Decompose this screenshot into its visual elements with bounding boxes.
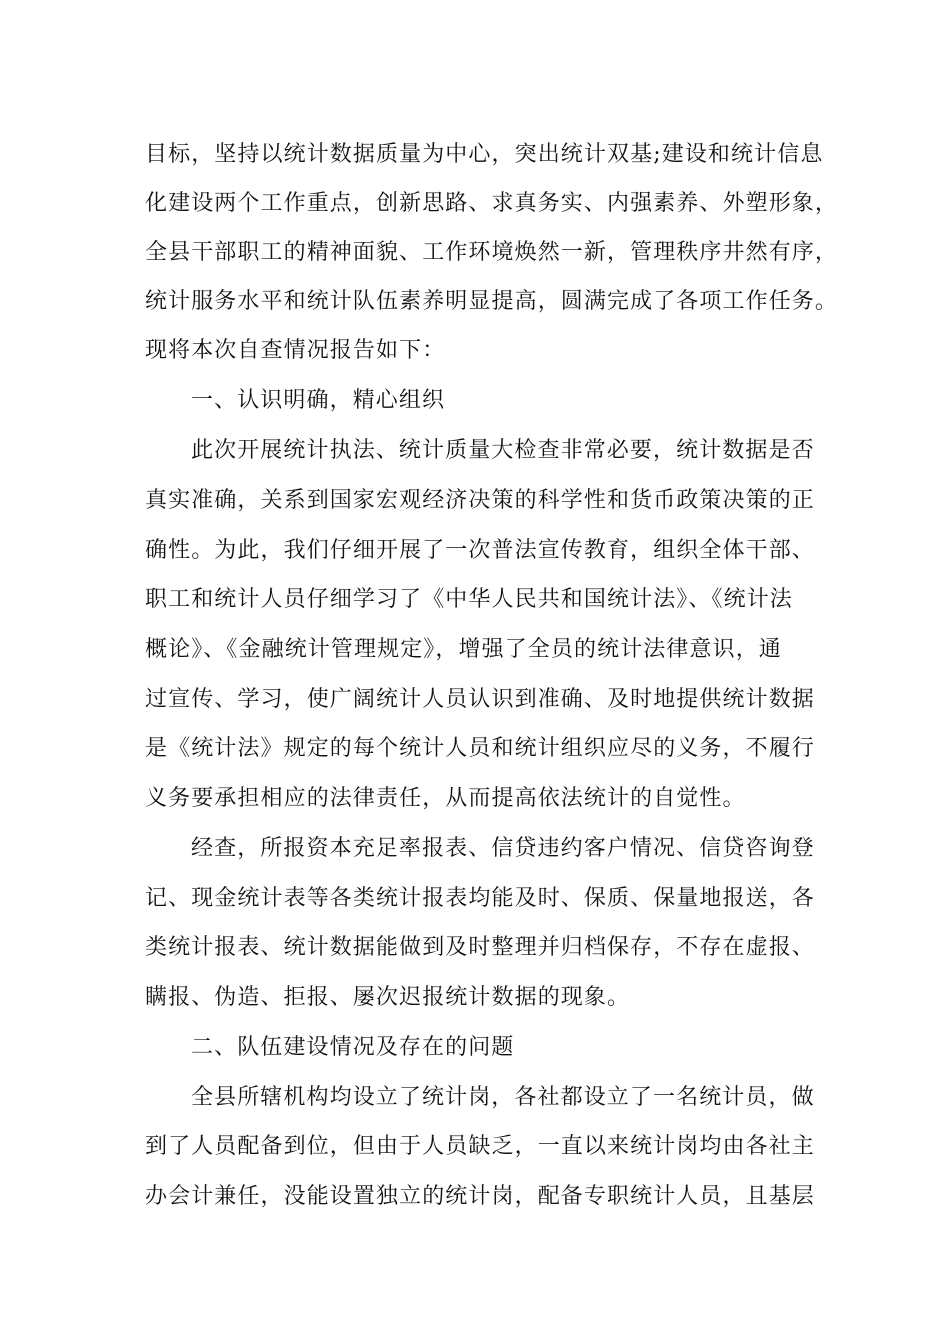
- text-line: 此次开展统计执法、统计质量大检查非常必要，统计数据是否: [191, 438, 815, 463]
- text-line: 办会计兼任，没能设置独立的统计岗，配备专职统计人员，且基层: [145, 1184, 815, 1209]
- section-heading-2: 二、队伍建设情况及存在的问题: [191, 1035, 515, 1060]
- text-line: 职工和统计人员仔细学习了《中华人民共和国统计法》、《统计法: [145, 587, 793, 612]
- text-line: 经查，所报资本充足率报表、信贷违约客户情况、信贷咨询登: [191, 836, 815, 861]
- text-line: 现将本次自查情况报告如下：: [145, 338, 446, 363]
- text-line: 全县干部职工的精神面貌、工作环境焕然一新，管理秩序井然有序，: [145, 240, 839, 265]
- section-heading-1: 一、认识明确，精心组织: [191, 388, 446, 413]
- text-line: 真实准确，关系到国家宏观经济决策的科学性和货币政策决策的正: [145, 488, 815, 513]
- text-line: 瞒报、伪造、拒报、屡次迟报统计数据的现象。: [145, 985, 631, 1010]
- text-line: 记、现金统计表等各类统计报表均能及时、保质、保量地报送，各: [145, 886, 815, 911]
- text-line: 统计服务水平和统计队伍素养明显提高，圆满完成了各项工作任务。: [145, 289, 839, 314]
- text-line: 过宣传、学习，使广阔统计人员认识到准确、及时地提供统计数据: [145, 687, 815, 712]
- text-line: 义务要承担相应的法律责任，从而提高依法统计的自觉性。: [145, 786, 746, 811]
- text-line: 目标，坚持以统计数据质量为中心，突出统计双基;建设和统计信息: [145, 142, 824, 167]
- text-line: 全县所辖机构均设立了统计岗，各社都设立了一名统计员，做: [191, 1085, 815, 1110]
- text-line: 确性。为此，我们仔细开展了一次普法宣传教育，组织全体干部、: [145, 538, 815, 563]
- text-line: 化建设两个工作重点，创新思路、求真务实、内强素养、外塑形象，: [145, 191, 839, 216]
- text-line: 是《统计法》规定的每个统计人员和统计组织应尽的义务，不履行: [145, 736, 815, 761]
- text-line: 概论》、《金融统计管理规定》，增强了全员的统计法律意识，通: [145, 637, 782, 662]
- text-line: 类统计报表、统计数据能做到及时整理并归档保存，不存在虚报、: [145, 935, 815, 960]
- text-line: 到了人员配备到位，但由于人员缺乏，一直以来统计岗均由各社主: [145, 1134, 815, 1159]
